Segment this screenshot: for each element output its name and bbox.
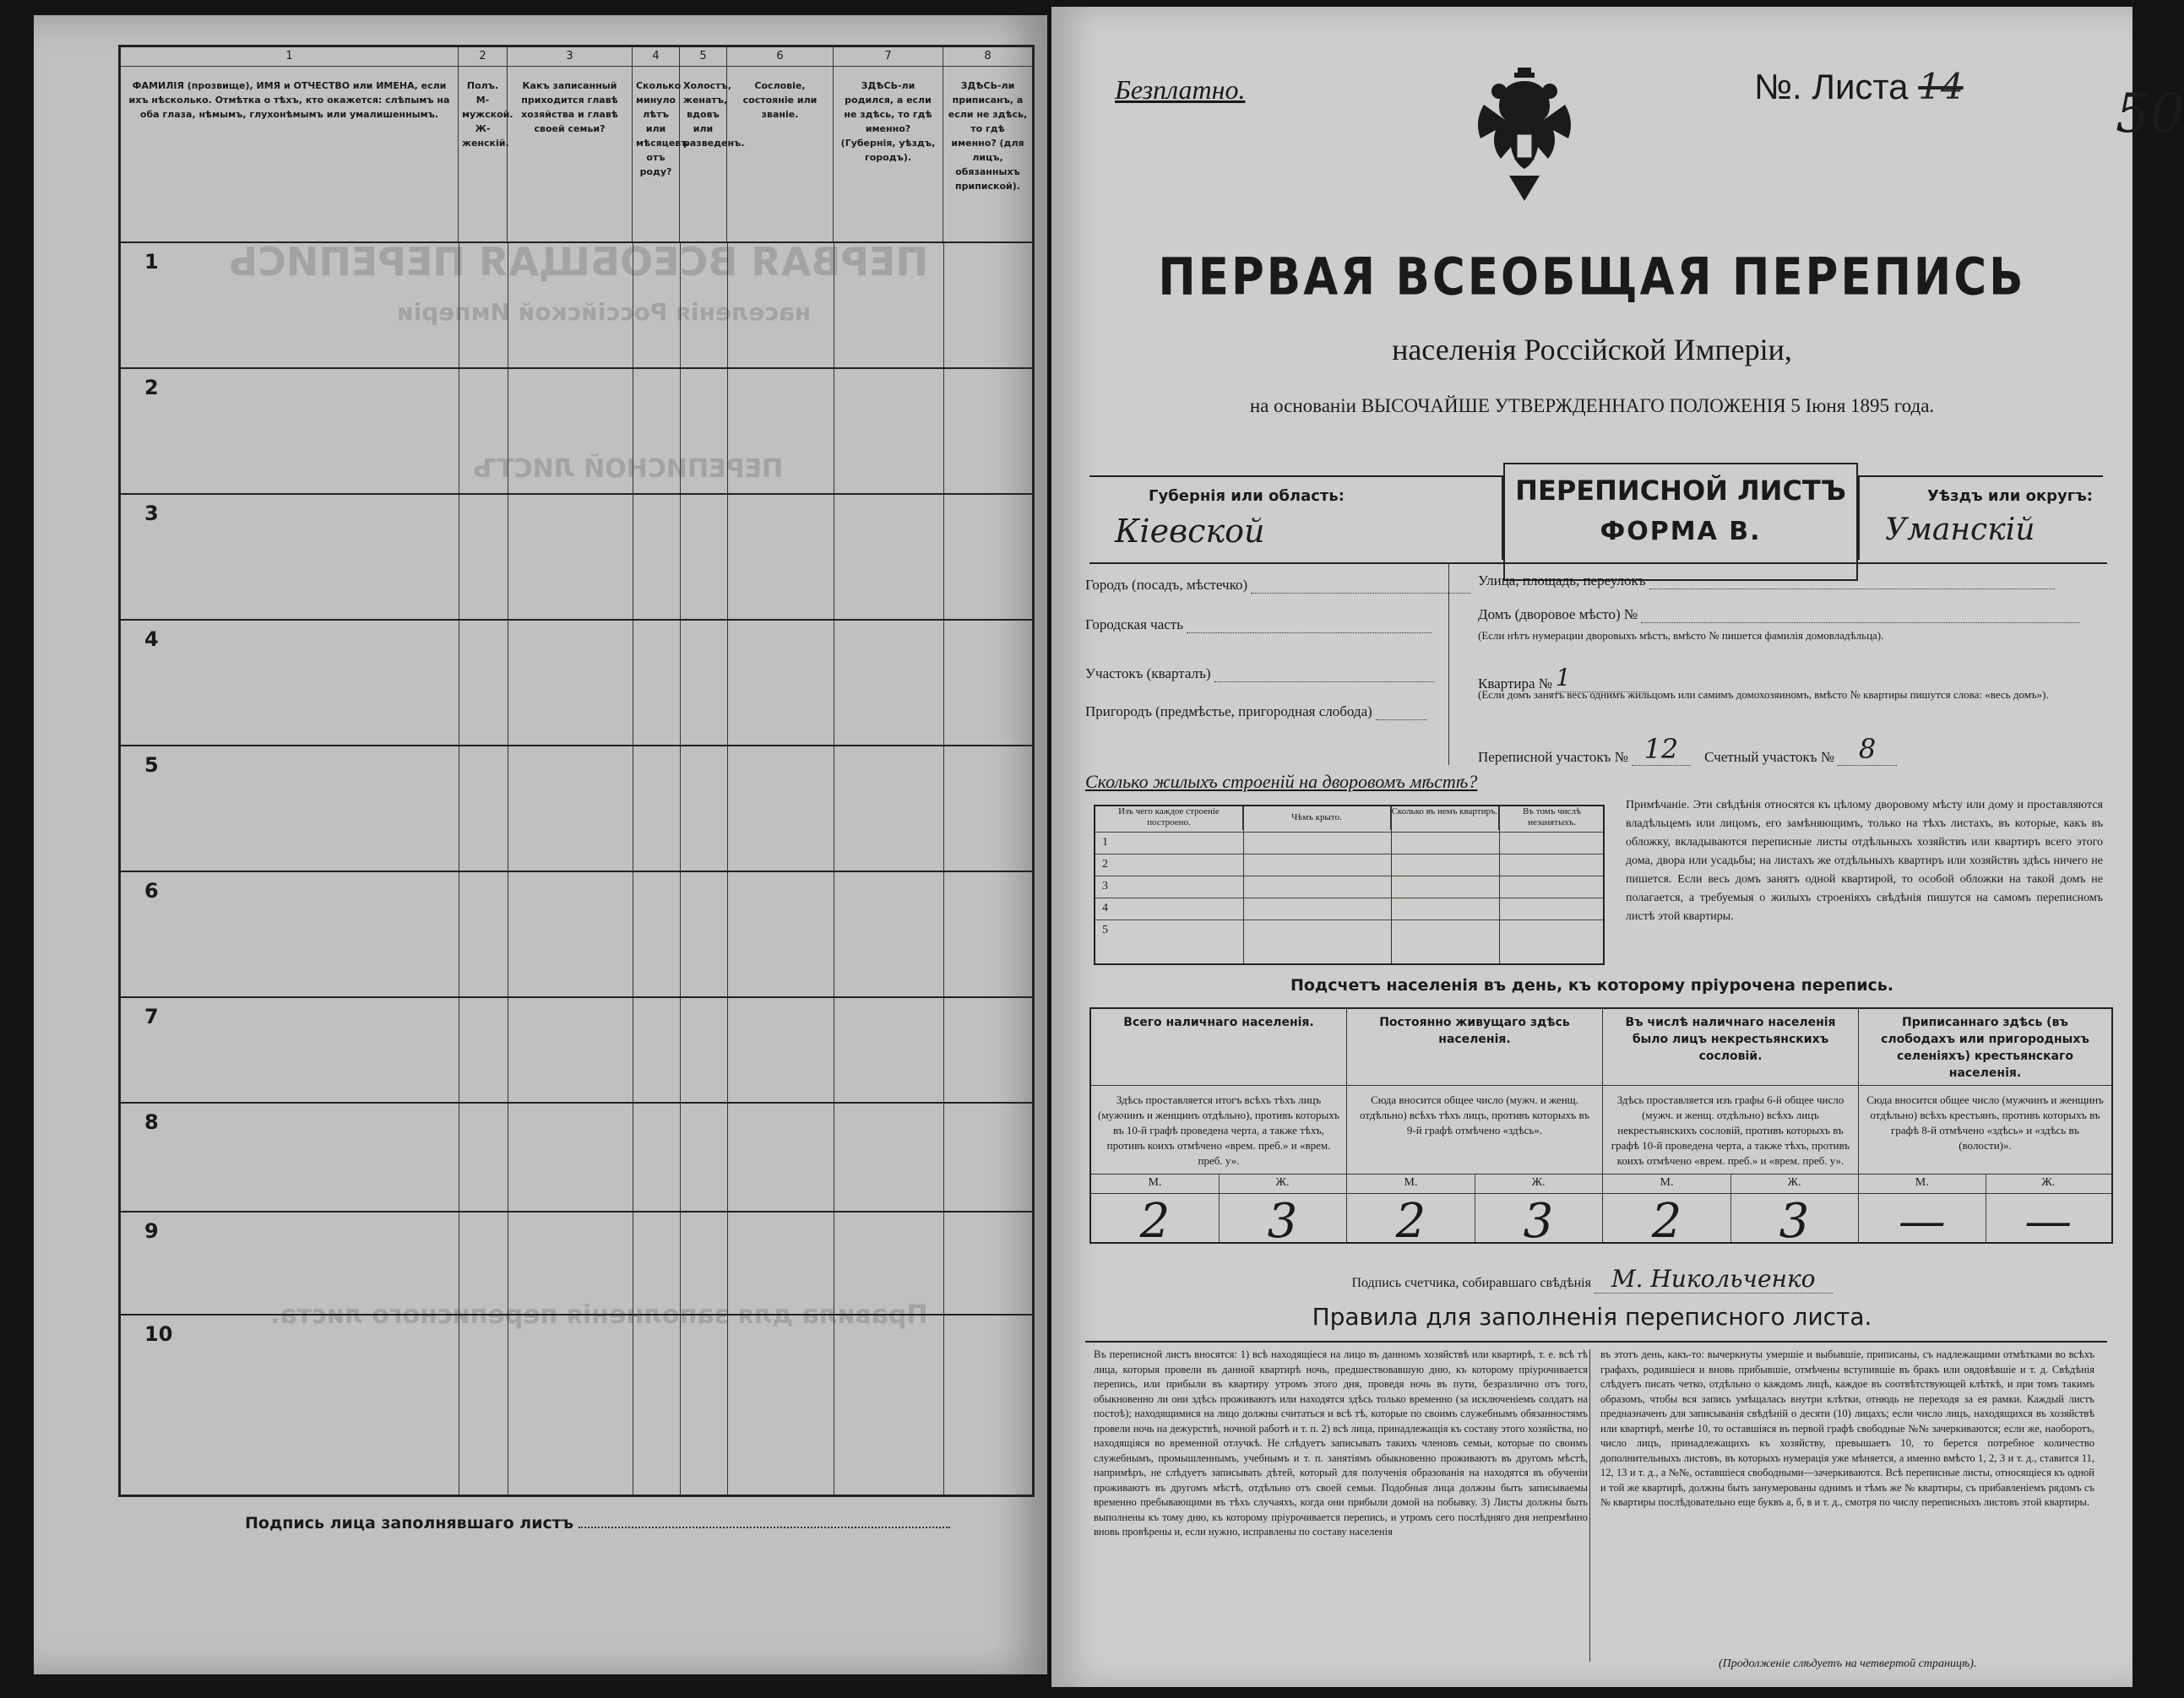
- page-number-stamp: 50: [2116, 83, 2184, 145]
- apartment-value: 1: [1556, 664, 1649, 692]
- table-row: 2: [121, 367, 1032, 493]
- bleed-through-text: населенія Россійской Имперіи: [397, 298, 812, 326]
- buildings-row: 1: [1095, 832, 1603, 854]
- bleed-through-text: Правила для заполненія переписного листа.: [270, 1300, 928, 1330]
- buildings-header: Чѣмъ крыто.: [1243, 806, 1391, 830]
- counting-district-value: 8: [1838, 733, 1897, 766]
- count-value-male: 2: [1347, 1193, 1475, 1242]
- buildings-header: Въ томъ числѣ незанятыхъ.: [1523, 806, 1581, 827]
- uezd-label: Уѣздъ или округъ:: [1927, 487, 2093, 505]
- apartment-note: (Если домъ занятъ весь однимъ жильцомъ или самимъ домохозяиномъ, вмѣсто № квартиры пишутся слова: «весь домъ»).: [1478, 688, 2049, 701]
- table-row: 5: [121, 745, 1032, 871]
- street-field: Улица, площадь, переулокъ: [1478, 572, 2055, 589]
- gubernia-value: Кіевской: [1115, 513, 1265, 550]
- buildings-row: 3: [1095, 876, 1603, 898]
- column-header-estate: 6 Сословіе, состояніе или званіе.: [727, 47, 834, 241]
- sheet-number-value: 14: [1918, 66, 1964, 107]
- table-row: 1: [121, 241, 1032, 367]
- column-header-sex: 2 Полъ. М-мужской. Ж-женскій.: [459, 47, 508, 241]
- free-label: Безплатно.: [1115, 74, 1246, 105]
- house-note: (Если нѣтъ нумерации дворовыхъ мѣстъ, вмѣсто № пишется фамилія домовладѣльца).: [1478, 629, 1884, 642]
- table-row: 7: [121, 996, 1032, 1102]
- rules-title: Правила для заполненія переписного листа.: [1312, 1303, 1872, 1331]
- subtitle: населенія Россійской Имперіи,: [1392, 333, 1792, 366]
- sheet-number: №. Листа 14: [1754, 66, 1964, 107]
- population-count-table: [1089, 1007, 2113, 1249]
- city-field: Городъ (посадъ, мѣстечко): [1085, 577, 1470, 594]
- bleed-through-text: ПЕРЕПИСНОЙ ЛИСТЪ: [473, 454, 784, 484]
- count-value-male: —: [1859, 1193, 1986, 1242]
- count-title: Подсчетъ населенія въ день, къ которому пріурочена перепись.: [1290, 976, 1894, 995]
- apartment-field: Квартира № 1: [1478, 664, 1649, 692]
- table-row: 8: [121, 1102, 1032, 1211]
- table-row: 10: [121, 1314, 1032, 1497]
- buildings-table: [1094, 805, 1605, 965]
- column-header-age: 4 Сколько минуло лѣтъ или мѣсяцевъ отъ роду?: [633, 47, 680, 241]
- uezd-value: Уманскій: [1885, 513, 2035, 547]
- table-row: 4: [121, 619, 1032, 745]
- double-headed-eagle-emblem: [1465, 66, 1584, 205]
- right-page: [1051, 7, 2184, 1687]
- column-header-birthplace: 7 ЗДѢСЬ-ли родился, а если не здѣсь, то гдѣ именно? (Губернія, уѣздъ, городъ).: [834, 47, 943, 241]
- column-header-registration: 8 ЗДѢСЬ-ли приписанъ, а если не здѣсь, то гдѣ именно? (для лицъ, обязанныхъ припиской).: [943, 47, 1032, 241]
- count-column-peasant: Приписаннаго здѣсь (въ слободахъ или пригородныхъ селеніяхъ) крестьянскаго населенія. Сюда вносится общее число (мужчинъ и женщинъ отдѣльно) всѣхъ крестьянъ, противъ которыхъ въ графѣ 8-й отмѣчено «здѣсь» и «здѣсь въ (волости)». М. Ж. — —: [1859, 1009, 2111, 1242]
- count-column-non-peasant: Въ числѣ наличнаго населенія было лицъ некрестьянскихъ сословій. Здѣсь проставляется изъ графы 6-й общее число (мужч. и женщ. отдѣльно) всѣхъ лицъ некрестьянскихъ сословій, противъ которыхъ въ графѣ 10-й проведена черта, а также тѣхъ, противъ коихъ отмѣчено «врем. преб.» и «врем. преб. у». М. Ж. 2 3: [1603, 1009, 1859, 1242]
- person-table: [118, 45, 1035, 1497]
- form-title: ПЕРЕПИСНОЙ ЛИСТЪ: [1515, 475, 1846, 507]
- count-value-male: 2: [1603, 1193, 1730, 1242]
- table-row: 3: [121, 493, 1032, 619]
- count-column-total: Всего наличнаго населенія. Здѣсь проставляется итогъ всѣхъ тѣхъ лицъ (мужчинъ и женщинъ отдѣльно), противъ которыхъ въ 10-й графѣ проведена черта, а также тѣхъ, противъ коихъ отмѣчено «врем. преб.» и «врем. преб. у». М. Ж. 2 3: [1091, 1009, 1347, 1242]
- buildings-header: Изъ чего каждое строеніе построено.: [1095, 806, 1243, 830]
- uchastok-field: Участокъ (кварталъ): [1085, 665, 1434, 682]
- filler-signature-line: Подпись лица заполнявшаго листъ: [245, 1514, 950, 1533]
- column-header-name: 1 ФАМИЛІЯ (прозвище), ИМЯ и ОТЧЕСТВО или ИМЕНА, если ихъ нѣсколько. Отмѣтка о тѣхъ, кто окажется: слѣпымъ на оба глаза, нѣмымъ, глухонѣмымъ или умалишеннымъ.: [121, 47, 459, 241]
- legal-basis: на основаніи ВЫСОЧАЙШЕ УТВЕРЖДЕННАГО ПОЛОЖЕНІЯ 5 Іюня 1895 года.: [1249, 395, 1935, 416]
- census-district-field: Переписной участокъ № 12 Счетный участокъ № 8: [1478, 733, 1897, 766]
- count-value-female: 3: [1219, 1193, 1346, 1242]
- table-row: 9: [121, 1211, 1032, 1314]
- bleed-through-text: ПЕРВАЯ ВСЕОБЩАЯ ПЕРЕПИСЬ: [228, 239, 929, 285]
- divider: [1089, 562, 2107, 564]
- continuation-note: (Продолженіе слѣдуетъ на четвертой страницѣ).: [1719, 1657, 1977, 1670]
- table-row: 6: [121, 871, 1032, 996]
- divider: [1085, 1341, 2107, 1343]
- house-field: Домъ (дворовое мѣсто) №: [1478, 606, 2080, 623]
- uezd-box: [1858, 475, 2103, 560]
- buildings-row: 2: [1095, 854, 1603, 876]
- count-value-male: 2: [1091, 1193, 1219, 1242]
- buildings-header: Сколько въ немъ квартиръ.: [1391, 806, 1499, 830]
- rules-text-column-1: Въ переписной листъ вносятся: 1) всѣ находящіеся на лицо въ данномъ хозяйствѣ или квартирѣ, т. е. всѣ тѣ лица, которыя провели въ данной квартирѣ ночь, предшествовавшую дню, къ которому пріурочивается перепись, или прибыли въ квартиру утромъ этого дня, проведя ночь въ пути, безразлично отъ того, обыкновенно ли они здѣсь проживаютъ или находятся здѣсь только временно (за исключеніемъ солдатъ на постоѣ); находящимися на лицо должны считаться и всѣ тѣ, которые по своимъ служебнымъ обязанностямъ провели ночь на дежурствѣ, ночной работѣ и т. п. 2) всѣ лица, принадлежащія къ составу этого хозяйства, но находящіяся во временной отлучкѣ. Не слѣдуетъ записывать такихъ членовъ семьи, которые по своимъ служебнымъ, промышленнымъ, учебнымъ и т. п. занятіямъ обыкновенно проживаютъ въ другомъ мѣстѣ, напримѣръ, не слѣдуетъ записывать дѣтей, который для полученія образованія на находятся въ обученіи проживаютъ въ другомъ мѣстѣ, отдѣльно отъ своей семьи. Подобныя лица должны быть записываемы временно пребывающими въ тѣхъ случаяхъ, когда они прибыли домой на побывку. 3) Листы должны быть выполнены къ тому дню, къ которому пріурочивается перепись, и утромъ сего послѣдняго дня непремѣнно вновь провѣрены и, если нужно, исправлены по составу населенія: [1094, 1348, 1588, 1538]
- column-header-marital: 5 Холостъ, женатъ, вдовъ или разведенъ.: [680, 47, 727, 241]
- count-column-permanent: Постоянно живущаго здѣсь населенія. Сюда вносится общее число (мужч. и женщ. отдѣльно) всѣхъ тѣхъ лицъ, противъ которыхъ въ 9-й графѣ отмѣчено «здѣсь». М. Ж. 2 3: [1347, 1009, 1603, 1242]
- buildings-question: Сколько жилыхъ строеній на дворовомъ мѣстѣ?: [1085, 771, 1478, 792]
- remark-text: Примѣчаніе. Эти свѣдѣнія относятся къ цѣлому дворовому мѣсту или дому и проставляются владѣльцемъ или лицомъ, его замѣняющимъ, только на тѣхъ листахъ, въ которые, какъ въ обложку, вкладываются переписные листы отдѣльныхъ хозяйствъ или квартиръ всего этого дома, дворa или усадьбы; на листахъ же отдѣльныхъ квартиръ или хозяйствъ здѣсь ничего не пишется. Если весь домъ занятъ одной квартирой, то особой обложки на такой домъ не полагается, а требуемыя о жилыхъ строеніяхъ свѣдѣнія пишутся на самомъ переписномъ листѣ этой квартиры.: [1626, 799, 2103, 923]
- census-district-value: 12: [1632, 733, 1691, 766]
- divider: [1589, 1349, 1590, 1662]
- gubernia-box: [1089, 475, 1503, 560]
- count-value-female: 3: [1475, 1193, 1602, 1242]
- left-page: [34, 15, 1047, 1674]
- main-title: ПЕРВАЯ ВСЕОБЩАЯ ПЕРЕПИСЬ: [1158, 247, 2026, 307]
- counter-signature-value: М. Никольченко: [1595, 1265, 1833, 1294]
- buildings-row: 4: [1095, 898, 1603, 920]
- column-header-relation: 3 Какъ записанный приходится главѣ хозяйства и главѣ своей семьи?: [508, 47, 633, 241]
- counter-signature: Подпись счетчика, собиравшаго свѣдѣнія М. Никольченко: [1051, 1265, 2132, 1293]
- buildings-row: 5: [1095, 920, 1603, 942]
- rules-text-column-2: въ этотъ день, какъ-то: вычеркнуты умершіе и выбывшіе, приписаны, съ надлежащими отмѣтками во всѣхъ графахъ, родившіеся и вновь прибывшіе, отмѣчены вступившіе въ бракъ или овдовѣвшіе и т. д. Свѣдѣнія слѣдуетъ писать четко, отдѣльно о каждомъ лицѣ, каждое въ соотвѣтствующей клѣткѣ, и при томъ такимъ образомъ, чтобы вся запись умѣщалась внутри клѣтки, отнюдь не переходя за ея рамки. Каждый листъ предназначенъ для записыванія свѣдѣній о десяти (10) лицахъ; если число лицъ, находящихся въ хозяйствѣ или квартирѣ, менѣе 10, то оставшіяся въ первой графѣ свободные №№ зачеркиваются; если же, наоборотъ, число лицъ, принадлежащихъ къ хозяйству, превышаетъ 10, то берется потребное количество дополнительныхъ листовъ, въ которыхъ нумерація уже мѣняется, а именно вмѣсто 1, 2, 3 и т. д., ставится 11, 12, 13 и т. д., а №№, оставшіеся свободными—зачеркиваются. Всѣ переписные листы, относящіеся къ одной и той же квартирѣ, должны быть занумерованы однимъ и тѣмъ же № квартиры, съ прибавленіемъ рядомъ съ № квартиры послѣдовательно еще буквъ а, б, в и т. д., смотря по числу переписныхъ листовъ этой квартиры.: [1600, 1348, 2094, 1508]
- city-part-field: Городская часть: [1085, 616, 1432, 633]
- gubernia-label: Губернія или область:: [1149, 487, 1345, 505]
- prigorod-field: Пригородъ (предмѣстье, пригородная слобода): [1085, 703, 1426, 720]
- count-value-female: 3: [1730, 1193, 1858, 1242]
- form-subtitle: ФОРМА В.: [1600, 517, 1762, 546]
- count-value-female: —: [1986, 1193, 2112, 1242]
